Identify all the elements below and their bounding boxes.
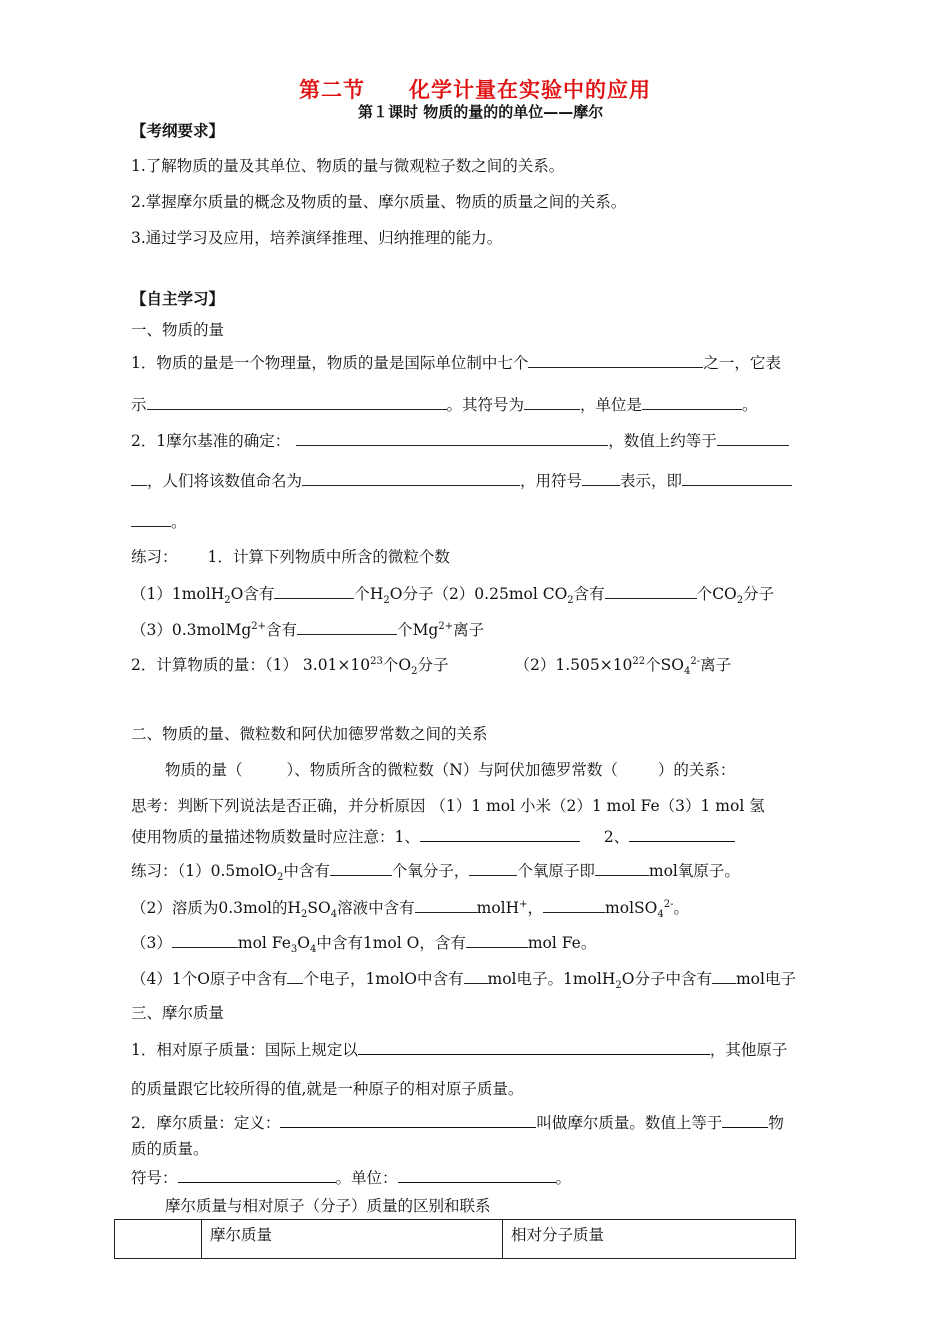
exercise-label: 练习： [131,548,178,566]
blank-mole-standard[interactable] [296,430,608,446]
subscript: 2 [411,666,418,678]
ex2-text-a: 2．计算物质的量：（1） 3.01×10 [131,656,371,674]
ex2-text-c: 分子 [417,656,449,674]
ex1-3-text-b: 含有 [266,621,298,639]
section3-heading: 三、摩尔质量 [131,1004,225,1022]
blank-constant-symbol[interactable] [582,470,620,486]
relation-line [165,760,735,780]
ex1-1-text-f: 个CO [696,585,737,603]
s3-q2-text-b: 叫做摩尔质量。数值上等于 [536,1114,723,1132]
ex1-3-text-d: 离子 [453,621,485,639]
p4-text-d: O分子中含有 [621,970,712,988]
q2-text-a: 2．1摩尔基准的确定： [131,432,291,450]
blank-electrons-atom[interactable] [287,968,303,984]
s3-q3-text-a: 符号： [131,1169,178,1187]
p1-text-b: 中含有 [283,862,330,880]
blank-fe-mol[interactable] [466,932,528,948]
s3-q2-line1 [131,1112,784,1133]
section1-heading: 一、物质的量 [131,321,225,339]
q2-text-c: ，人们将该数值命名为 [147,472,303,490]
q1-text-c: 示 [131,396,147,414]
table-header-molar-mass: 摩尔质量 [202,1220,503,1259]
q2-text-b: ，数值上约等于 [608,432,717,450]
table-cell-empty[interactable] [115,1220,202,1259]
p3-text-e: mol Fe。 [527,934,597,952]
s3-q2-line2: 质的质量。 [131,1140,209,1158]
q2-line1 [131,430,789,451]
q1-line2 [131,394,758,415]
think-line: 思考：判断下列说法是否正确，并分析原因 （1）1 mol 小米（2）1 mol Fe（3）1 mol 氢 [131,797,765,815]
p4-text-e: mol电子 [735,970,796,988]
blank-molar-mass-symbol[interactable] [178,1167,336,1183]
practice-1 [131,860,740,884]
blank-approx-value-cont[interactable] [131,470,147,486]
subscript: 4 [657,909,664,921]
blank-seven-units[interactable] [528,352,703,368]
blank-o-mol[interactable] [595,860,649,876]
p2-text-g: 。 [673,899,689,917]
blank-fe3o4-mol[interactable] [172,932,238,948]
s3-q1-text-b: ，其他原子 [709,1041,788,1059]
subscript: 2 [736,595,744,607]
p3-text-c: O [297,934,310,952]
s3-q2-text-a: 2．摩尔质量：定义： [131,1114,281,1132]
superscript: 23 [370,655,383,667]
q2-text-e: 表示，即 [620,472,683,490]
p2-text-c: 溶液中含有 [337,899,415,917]
blank-co2-count[interactable] [605,583,697,599]
blank-o2-molecules[interactable] [330,860,392,876]
q1-line1 [131,352,781,373]
blank-note-2[interactable] [629,826,735,842]
section-title: 第二节 化学计量在实验中的应用 [299,78,651,102]
ex1-1-text-d: O分子（2）0.25mol CO [389,585,568,603]
q1-text-d: 。其符号为 [446,396,525,414]
subscript: 4 [309,944,317,956]
subscript: 2 [615,980,622,992]
p2-text-a: （2）溶质为0.3mol的H [131,899,302,917]
blank-o-atoms[interactable] [469,860,517,876]
superscript: + [519,898,528,910]
table-row [115,1220,796,1259]
q1-text-b: 之一，它表 [703,354,781,372]
subscript: 2 [383,595,390,607]
ex1-3-text-c: 个Mg [397,621,439,639]
ex2-text-d: （2）1.505×10 [514,656,633,674]
blank-electrons-mol-o[interactable] [464,968,488,984]
subscript: 4 [683,666,691,678]
q2-line2 [131,470,792,491]
p4-text-a: （4）1个O原子中含有 [131,970,288,988]
table-header-relative-mass: 相对分子质量 [503,1220,796,1259]
note-text-b: 2、 [603,828,630,846]
s3-q3-line [131,1167,571,1188]
relation-text-a: 物质的量（ [165,761,243,779]
superscript: 22 [632,655,646,667]
ex2-text-f: 离子 [700,656,732,674]
s3-q2-text-c: 物 [768,1114,784,1132]
p2-text-f: molSO [605,899,658,917]
blank-so4[interactable] [543,897,605,913]
p3-text-d: 中含有1mol O，含有 [316,934,466,952]
blank-mg-count[interactable] [297,619,397,635]
p1-text-e: mol氧原子。 [648,862,740,880]
blank-molar-mass-def[interactable] [280,1112,536,1128]
p1-text-d: 个氧原子即 [517,862,595,880]
kaogang-item-1: 1.了解物质的量及其单位、物质的量与微观粒子数之间的关系。 [131,157,565,175]
blank-h-plus[interactable] [415,897,477,913]
blank-represents[interactable] [147,394,447,410]
superscript: 2+ [438,620,454,632]
exercise2 [131,655,732,678]
subscript: 2 [301,909,308,921]
ex1-1-text-a: （1）1molH [131,585,225,603]
p1-text-c: 个氧分子， [391,862,470,880]
blank-molar-mass-unit[interactable] [398,1167,556,1183]
subscript: 2 [567,595,574,607]
exercise1-items-1-2 [131,583,775,607]
ex1-1-text-b: O含有 [230,585,275,603]
exercise1-title: 1．计算下列物质中所含的微粒个数 [207,548,450,566]
practice-4 [131,968,796,992]
q1-text-a: 1．物质的量是一个物理量，物质的量是国际单位制中七个 [131,354,529,372]
superscript: 2+ [251,620,267,632]
practice-2 [131,897,689,921]
ex1-1-text-g: 分子 [743,585,775,603]
table-caption: 摩尔质量与相对原子（分子）质量的区别和联系 [165,1197,491,1215]
subscript: 2 [276,872,284,884]
blank-symbol[interactable] [524,394,580,410]
ex1-3-text-a: （3）0.3molMg [131,621,252,639]
s3-q1-line1 [131,1039,787,1060]
blank-note-1[interactable] [420,826,580,842]
blank-constant-name[interactable] [302,470,520,486]
blank-reference-atom[interactable] [358,1039,710,1055]
q2-line3 [131,511,187,532]
blank-approx-value[interactable] [717,430,789,446]
kaogang-item-2: 2.掌握摩尔质量的概念及物质的量、摩尔质量、物质的质量之间的关系。 [131,193,627,211]
p2-text-b: SO [307,899,331,917]
p1-text-a: 练习：（1）0.5molO [131,862,277,880]
ex2-text-e: 个SO [645,656,684,674]
p4-text-b: 个电子，1molO中含有 [303,970,464,988]
p3-text-b: mol Fe [237,934,291,952]
p2-text-d: molH [476,899,520,917]
q1-text-e: ，单位是 [580,396,643,414]
blank-electrons-h2o[interactable] [712,968,736,984]
q2-text-d: ，用符号 [520,472,583,490]
subscript: 4 [330,909,338,921]
exercise1-item-3 [131,619,484,640]
s3-q3-text-c: 。 [555,1169,572,1187]
s3-q1-line2: 的质量跟它比较所得的值,就是一种原子的相对原子质量。 [131,1080,524,1098]
note-text-a: 使用物质的量描述物质数量时应注意：1、 [131,828,420,846]
p2-text-e: ， [527,899,544,917]
s3-q1-text-a: 1．相对原子质量：国际上规定以 [131,1041,358,1059]
ex1-1-text-c: 个H [354,585,384,603]
p3-text-a: （3） [131,934,172,952]
blank-unit[interactable] [642,394,742,410]
superscript: 2- [663,898,674,910]
blank-h2o-count[interactable] [274,583,354,599]
section2-heading: 二、物质的量、微粒数和阿伏加德罗常数之间的关系 [131,725,488,743]
blank-constant-value[interactable] [682,470,792,486]
q1-text-f: 。 [742,396,758,414]
lesson-subtitle: 第１课时 物质的量的的单位——摩尔 [358,103,604,121]
ex1-1-text-e: 含有 [573,585,605,603]
ex2-text-b: 个O [382,656,412,674]
kaogang-heading: 【考纲要求】 [131,122,225,140]
q2-text-f: 。 [171,513,187,531]
practice-3 [131,932,597,956]
relation-text-c: ）的关系： [657,761,736,779]
s3-q3-text-b: 。单位： [335,1169,398,1187]
exercise1-heading [131,547,450,567]
relation-text-b: ）、物质所含的微粒数（N）与阿伏加德罗常数（ [286,761,618,779]
note-line [131,826,735,847]
blank-numeric-equal[interactable] [722,1112,768,1128]
comparison-table [114,1219,796,1259]
zizhu-heading: 【自主学习】 [131,290,225,308]
superscript: 2- [690,655,701,667]
blank-constant-value-cont[interactable] [131,511,171,527]
p4-text-c: mol电子。1molH [487,970,616,988]
subscript: 2 [224,595,231,607]
kaogang-item-3: 3.通过学习及应用，培养演绎推理、归纳推理的能力。 [131,229,503,247]
subscript: 3 [290,944,298,956]
